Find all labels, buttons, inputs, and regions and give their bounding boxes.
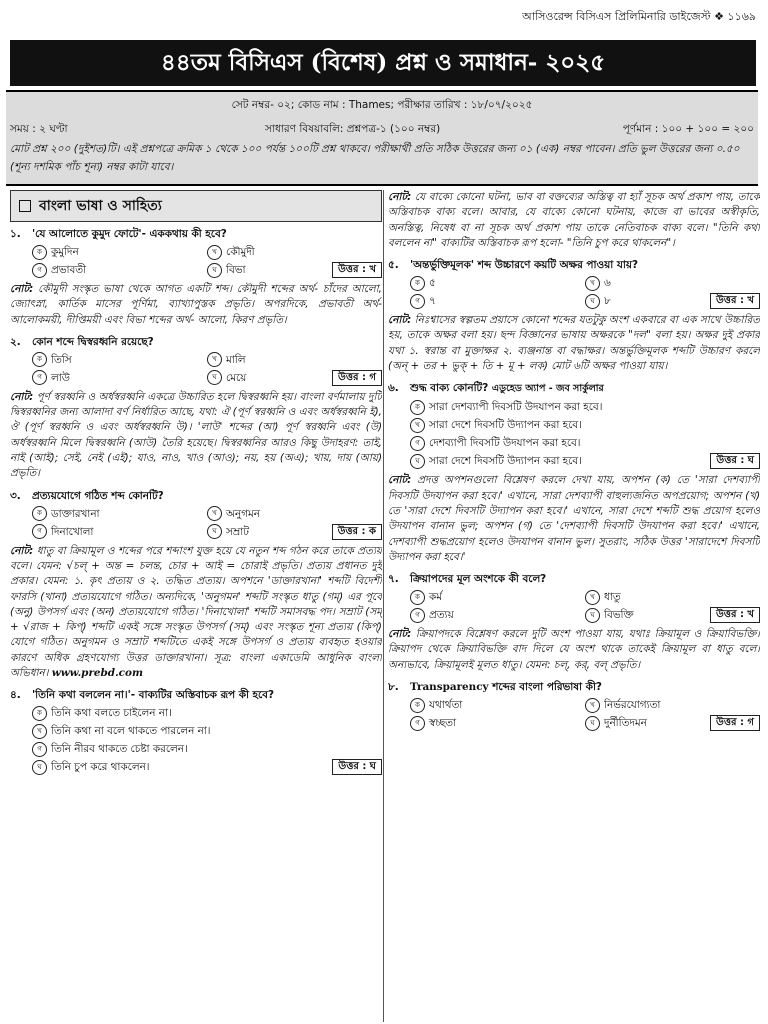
answer-box: উত্তর : খ	[710, 607, 760, 623]
option-marker-icon: ঘ	[207, 524, 222, 539]
note-text: নিঃশ্বাসের স্বল্পতম প্রয়াসে কোনো শব্দের যতটুকু অংশ একবারে বা এক সাথে উচ্চারিত হয়, তাকে অক্ষর বলা হয়। ছন্দ বিজ্ঞানের ভাষায় অক্ষরকে "দল" বলা হয়। অক্ষর দুই প্রকার যথা ১. স্বরান্ত বা মুক্তাক্ষর ২. ব্যঞ্জনান্ত বা বদ্ধাক্ষর। অন্তর্ভুক্তিমূলক শব্দটি উচ্চারণ করলে (অন্ + তর + ভুক্ + তি + মূ + লক) মোট ৬টি অক্ষর পাওয়া যায়।	[388, 314, 760, 373]
answer-box: উত্তর : গ	[332, 370, 382, 386]
note-label: নোট:	[388, 191, 412, 203]
time-label: সময় : ২ ঘণ্টা	[10, 123, 68, 135]
question-number: ২.	[10, 335, 21, 348]
option-text: দুর্নীতিদমন	[604, 717, 647, 730]
option-marker-icon: খ	[207, 245, 222, 260]
option-a	[32, 506, 207, 522]
option-text: সম্রাট	[226, 525, 249, 538]
option-text: মালি	[226, 353, 246, 366]
option-d	[32, 759, 382, 775]
option-marker-icon: গ	[410, 294, 425, 309]
option-marker-icon: গ	[410, 716, 425, 731]
question-text: কোন শব্দে দ্বিস্বরধ্বনি রয়েছে?	[32, 335, 154, 348]
column-divider	[383, 190, 384, 1022]
question-6	[388, 380, 760, 397]
answer-box: উত্তর : গ	[710, 715, 760, 731]
note-label: নোট:	[10, 390, 34, 403]
option-b	[585, 589, 760, 605]
checkbox-icon	[19, 200, 31, 212]
option-text: স্বচ্ছতা	[429, 717, 456, 730]
option-a	[32, 352, 207, 368]
option-b	[207, 244, 382, 260]
option-marker-icon: ক	[32, 706, 47, 721]
exam-notice: মোট প্রশ্ন ২০০ (দুইশত)টি। এই প্রশ্নপত্রে ক্রমিক ১ থেকে ১০০ পর্যন্ত ১০০টি প্রশ্ন থাকবে। পরীক্ষার্থী প্রতি সঠিক উত্তরের জন্য ০১ (এক) নম্বর পাবেন। প্রতি ভুল উত্তরের জন্য ০.৫০ (শূন্য দশমিক পাঁচ শূন্য) নম্বর কাটা যাবে।	[10, 143, 740, 173]
question-8	[388, 679, 760, 695]
option-b	[207, 506, 382, 522]
explanation-note	[10, 390, 382, 482]
full-marks-label: পূর্ণমান : ১০০ + ১০০ = ২০০	[622, 123, 754, 135]
option-text: ৮	[604, 295, 611, 308]
option-text: লাউ	[51, 371, 70, 384]
question-number: ৬.	[388, 382, 399, 395]
options-6	[410, 399, 760, 469]
answer-box: উত্তর : ঘ	[332, 759, 382, 775]
option-text: তিসি	[51, 353, 72, 366]
question-text: 'অন্তর্ভুক্তিমূলক' শব্দ উচ্চারণে কয়টি অক্ষর পাওয়া যায়?	[410, 259, 639, 272]
question-number: ৭.	[388, 573, 399, 586]
section-title-text: বাংলা ভাষা ও সাহিত্য	[39, 198, 162, 214]
option-b	[32, 723, 382, 739]
question-1	[10, 226, 382, 242]
option-text: প্রত্যয়	[429, 609, 454, 622]
option-b	[207, 352, 382, 368]
option-marker-icon: খ	[207, 352, 222, 367]
option-text: দেশব্যাপী দিবসটি উদযাপন করা হবে।	[429, 437, 581, 450]
option-text: ডাক্তারখানা	[51, 507, 100, 520]
option-c	[410, 715, 585, 731]
question-4	[10, 687, 382, 703]
option-text: সারা দেশে দিবসটি উদ্যাপন করা হবে।	[429, 455, 582, 468]
option-text: অনুগমন	[226, 507, 260, 520]
explanation-note	[10, 282, 382, 328]
option-marker-icon: খ	[32, 724, 47, 739]
note-label: নোট:	[388, 474, 412, 487]
option-marker-icon: ঘ	[585, 294, 600, 309]
option-marker-icon: ঘ	[207, 263, 222, 278]
note-text: ধাতু বা ক্রিয়ামূল ও শব্দের পরে শব্দাংশ যুক্ত হয়ে যে নতুন শব্দ গঠন করে তাকে প্রত্যয় বলে। যেমন: √চল্ + অন্ত = চলন্ত, চোর + আই = চোরাই প্রভৃতি। প্রত্যয় প্রধানত দুই প্রকার। যেমন: ১. কৃৎ প্রত্যয় ও ২. তদ্ধিত প্রত্যয়। অপশনে 'ডাক্তারখানা' শব্দটি বিদেশী ফারসি (খানা) প্রত্যয়যোগে গঠিত। অন্যদিকে, 'অনুগমন' শব্দটি সংস্কৃত ধাতু (গম্) এর পূর্বে (অনু) উপসর্গ এবং (অন) প্রত্যয়যোগে গঠিত। 'দিনাখোলা' শব্দটি সমাসবদ্ধ পদ। সম্রাট (সম্ + √রাজ + কিপ্) শব্দটি একই সঙ্গে সংস্কৃত উপসর্গ (সম্) এবং সংস্কৃত শূন্য প্রত্যয় (কিপ্) যোগে গঠিত। অনুগমন ও সম্রাট শব্দটিতে একই সঙ্গে উপসর্গ ও প্রত্যয় ব্যবহৃত হওয়ার কারণে অধিক গ্রহণযোগ্য উত্তর ডাক্তারখানা। সূত্র: বাংলা একাডেমি আধুনিক বাংলা অভিধান।	[10, 544, 382, 680]
exam-info-box	[6, 90, 758, 186]
option-marker-icon: গ	[32, 524, 47, 539]
option-text: তিনি কথা বলতে চাইলেন না।	[51, 707, 172, 720]
option-b	[585, 275, 760, 291]
set-line: সেট নম্বর- ০২; কোড নাম : Thames; পরীক্ষার তারিখ : ১৮/০৭/২০২৫	[231, 99, 533, 111]
option-marker-icon: ক	[410, 590, 425, 605]
question-7	[388, 571, 760, 587]
option-marker-icon: ঘ	[32, 760, 47, 775]
source-tag: এডুহেড অ্যাপ - জব সার্কুলার	[491, 383, 604, 395]
option-b	[410, 417, 760, 433]
option-marker-icon: গ	[32, 742, 47, 757]
option-marker-icon: ঘ	[585, 608, 600, 623]
section-heading	[10, 190, 382, 222]
option-text: মেয়ে	[226, 371, 247, 384]
option-text: তিনি কথা না বলে থাকতে পারলেন না।	[51, 725, 211, 738]
question-english-term: Transparency	[410, 681, 489, 694]
option-text: ধাতু	[604, 591, 621, 604]
answer-box: উত্তর : ঘ	[710, 453, 760, 469]
option-b	[585, 697, 760, 713]
question-text: প্রত্যয়যোগে গঠিত শব্দ কোনটি?	[32, 489, 164, 502]
option-a	[32, 705, 382, 721]
option-a	[410, 589, 585, 605]
option-marker-icon: গ	[32, 370, 47, 385]
explanation-note	[388, 473, 760, 565]
option-text: যথার্থতা	[429, 699, 463, 712]
options-1	[32, 244, 382, 278]
option-c	[32, 370, 207, 386]
question-text: ক্রিয়াপদের মূল অংশকে কী বলে?	[410, 573, 547, 586]
question-2	[10, 334, 382, 350]
note-text: পূর্ণ স্বরধ্বনি ও অর্ধস্বরধ্বনি একত্রে উচ্চারিত হলে দ্বিস্বরধ্বনি হয়। বাংলা বর্ণমালায় দুটি দ্বিস্বরধ্বনির জন্য আলাদা বর্ণ নির্ধারিত আছে, যথা: ঐ (পূর্ণ স্বরধ্বনি ও এবং অর্ধস্বরধ্বনি ই), ঔ (পূর্ণ স্বরধ্বনি ও এবং অর্ধস্বরধ্বনি উ)। 'লাউ' শব্দের (আ) পূর্ণ স্বরধ্বনি এবং (উ) অর্ধস্বরধ্বনি মিলে দ্বিস্বরধ্বনি (আউ) তৈরি হয়েছে। দ্বিস্বরধ্বনির আরও কিছু উদাহরণ: তাই, নাই (আই); সেই, নেই (এই); যাও, নাও, খাও (আও); নয়, হয় (অএ); খায়, দায় (আয়) প্রভৃতি।	[10, 390, 382, 480]
note-label: নোট:	[10, 283, 34, 295]
left-column	[10, 190, 382, 1020]
option-a	[410, 399, 760, 415]
options-5	[410, 275, 760, 309]
option-c	[32, 741, 382, 757]
option-marker-icon: ঘ	[585, 716, 600, 731]
option-c	[410, 435, 760, 451]
option-text: তিনি নীরব থাকতে চেষ্টা করলেন।	[51, 743, 188, 756]
option-marker-icon: ক	[410, 698, 425, 713]
running-header: আসিওরেন্স বিসিএস প্রিলিমিনারি ডাইজেস্ট ❖ ১১৬৯	[522, 10, 756, 23]
option-a	[410, 697, 585, 713]
question-number: ৪.	[10, 689, 21, 702]
option-text: ৭	[429, 295, 436, 308]
option-marker-icon: ক	[410, 400, 425, 415]
option-marker-icon: ক	[32, 245, 47, 260]
option-text: বিভা	[226, 264, 246, 276]
answer-box: উত্তর : খ	[710, 293, 760, 309]
question-number: ৮.	[388, 681, 399, 694]
note-label: নোট:	[388, 628, 412, 641]
note-text: কৌমুদী সংস্কৃত ভাষা থেকে আগত একটি শব্দ। কৌমুদী শব্দের অর্থ- চাঁদের আলো, জ্যোৎস্না, কার্তিক মাসের পূর্ণিমা, ব্যাখ্যাপুস্তক প্রভৃতি। অপরদিকে, প্রভাবতী অর্থ- আলোকময়ী, দীপ্তিময়ী এবং বিভা শব্দের অর্থ- আলো, কিরণ প্রভৃতি।	[10, 283, 382, 326]
question-number: ১.	[10, 228, 21, 240]
option-marker-icon: ঘ	[410, 454, 425, 469]
options-3	[32, 506, 382, 540]
option-text: সারা দেশব্যাপী দিবসটি উদযাপন করা হবে।	[429, 401, 603, 414]
option-d	[410, 453, 760, 469]
question-3	[10, 488, 382, 504]
question-number: ৩.	[10, 489, 21, 502]
question-5	[388, 257, 760, 273]
option-marker-icon: গ	[32, 263, 47, 278]
right-column	[388, 190, 760, 1020]
option-c	[410, 607, 585, 623]
question-text: শুদ্ধ বাক্য কোনটি?	[410, 382, 489, 395]
option-a	[410, 275, 585, 291]
question-text: 'তিনি কথা বললেন না।'- বাক্যটির অস্তিবাচক রূপ কী হবে?	[32, 689, 274, 702]
options-4	[32, 705, 382, 775]
option-text: সারা দেশে দিবসটি উদ্যাপন করা হবে।	[429, 419, 582, 432]
question-text: শব্দের বাংলা পরিভাষা কী?	[492, 681, 602, 694]
question-number: ৫.	[388, 259, 399, 272]
option-a	[32, 244, 207, 260]
website-watermark: www.prebd.com	[51, 667, 143, 680]
explanation-note	[388, 190, 760, 251]
explanation-note	[388, 313, 760, 374]
answer-box: উত্তর : খ	[332, 262, 382, 278]
option-marker-icon: ক	[32, 506, 47, 521]
option-text: বিভক্তি	[604, 609, 634, 622]
note-text: যে বাক্যে কোনো ঘটনা, ভাব বা বক্তব্যের অস্তিত্ব বা হ্যাঁ সূচক অর্থ প্রকাশ পায়, তাকে অস্তিবাচক বাক্য বলে। আবার, যে বাক্যে কোনো ঘটনায়, কাজে বা ভাবের অস্বীকৃতি, অনস্তিত্ব, নিষেধ বা না সূচক অর্থ প্রকাশ পায় তাকে নেতিবাচক বাক্য বলে। "তিনি কথা বললেন না" বাক্যটির অস্তিবাচক রূপ হলো- "তিনি চুপ করে থাকলেন"।	[388, 191, 760, 249]
explanation-note	[10, 544, 382, 682]
option-marker-icon: খ	[585, 698, 600, 713]
options-2	[32, 352, 382, 386]
answer-box: উত্তর : ক	[332, 524, 382, 540]
option-marker-icon: ঘ	[207, 370, 222, 385]
page-title-banner: ৪৪তম বিসিএস (বিশেষ) প্রশ্ন ও সমাধান- ২০২৫	[10, 40, 756, 86]
option-c	[32, 524, 207, 540]
note-label: নোট:	[10, 544, 34, 557]
options-8	[410, 697, 760, 731]
option-text: কৌমুদী	[226, 246, 255, 258]
note-label: নোট:	[388, 314, 412, 327]
option-marker-icon: ক	[410, 276, 425, 291]
option-marker-icon: গ	[410, 608, 425, 623]
note-text: প্রদত্ত অপশনগুলো বিশ্লেষণ করলে দেখা যায়, অপশন (ক) তে 'সারা দেশব্যাপী দিবসটি উদযাপন করা হবে।' এখানে, সারা দেশব্যাপী বাহুল্যজনিত অপপ্রয়োগ; অপশন (খ) তে 'সারা দেশে দিবসটি উদ্যাপন করা হবে।' এখানে, সারা দেশে শব্দটি শুদ্ধ প্রয়োগ হলেও উদযাপন বানান ভুল; অপশন (গ) তে 'দেশব্যাপী দিবসটি উদযাপন করা হবে।' এখানে, দেশব্যাপী শুদ্ধপ্রয়োগ হলেও উদযাপন বানান ভুল। সুতরাং, সঠিক উত্তর 'সারাদেশে দিবসটি উদ্যাপন করা হবে।'	[388, 474, 760, 563]
option-text: ৫	[429, 277, 436, 290]
option-marker-icon: খ	[585, 276, 600, 291]
option-c	[32, 262, 207, 278]
option-text: দিনাখোলা	[51, 525, 94, 538]
option-text: কর্ম	[429, 591, 443, 604]
explanation-note	[388, 627, 760, 673]
note-text: ক্রিয়াপদকে বিশ্লেষণ করলে দুটি অংশ পাওয়া যায়, যথাঃ ক্রিয়ামূল ও ক্রিয়াবিভক্তি। ক্রিয়াপদ থেকে ক্রিয়াবিভক্তি বাদ দিলে যে অংশ থাকে তাকেই ক্রিয়ামূল বা ধাতু বলে। অন্যভাবে, ক্রিয়ামূলই মূলত ধাতু। যেমন: চল্, কর্, বল্ প্রভৃতি।	[388, 628, 760, 671]
option-marker-icon: খ	[207, 506, 222, 521]
option-text: ৬	[604, 277, 611, 290]
options-7	[410, 589, 760, 623]
option-marker-icon: খ	[410, 418, 425, 433]
option-text: নির্ভরযোগ্যতা	[604, 699, 661, 712]
option-marker-icon: ক	[32, 352, 47, 367]
option-c	[410, 293, 585, 309]
option-marker-icon: খ	[585, 590, 600, 605]
option-text: কুমুদিন	[51, 246, 79, 258]
subject-label: সাধারণ বিষয়াবলি: প্রশ্নপত্র-১ (১০০ নম্বর)	[265, 123, 441, 135]
option-text: তিনি চুপ করে থাকলেন।	[51, 761, 150, 774]
question-text: 'যে আলোতে কুমুদ ফোটে'- এককথায় কী হবে?	[32, 228, 227, 240]
option-text: প্রভাবতী	[51, 264, 87, 276]
option-marker-icon: গ	[410, 436, 425, 451]
